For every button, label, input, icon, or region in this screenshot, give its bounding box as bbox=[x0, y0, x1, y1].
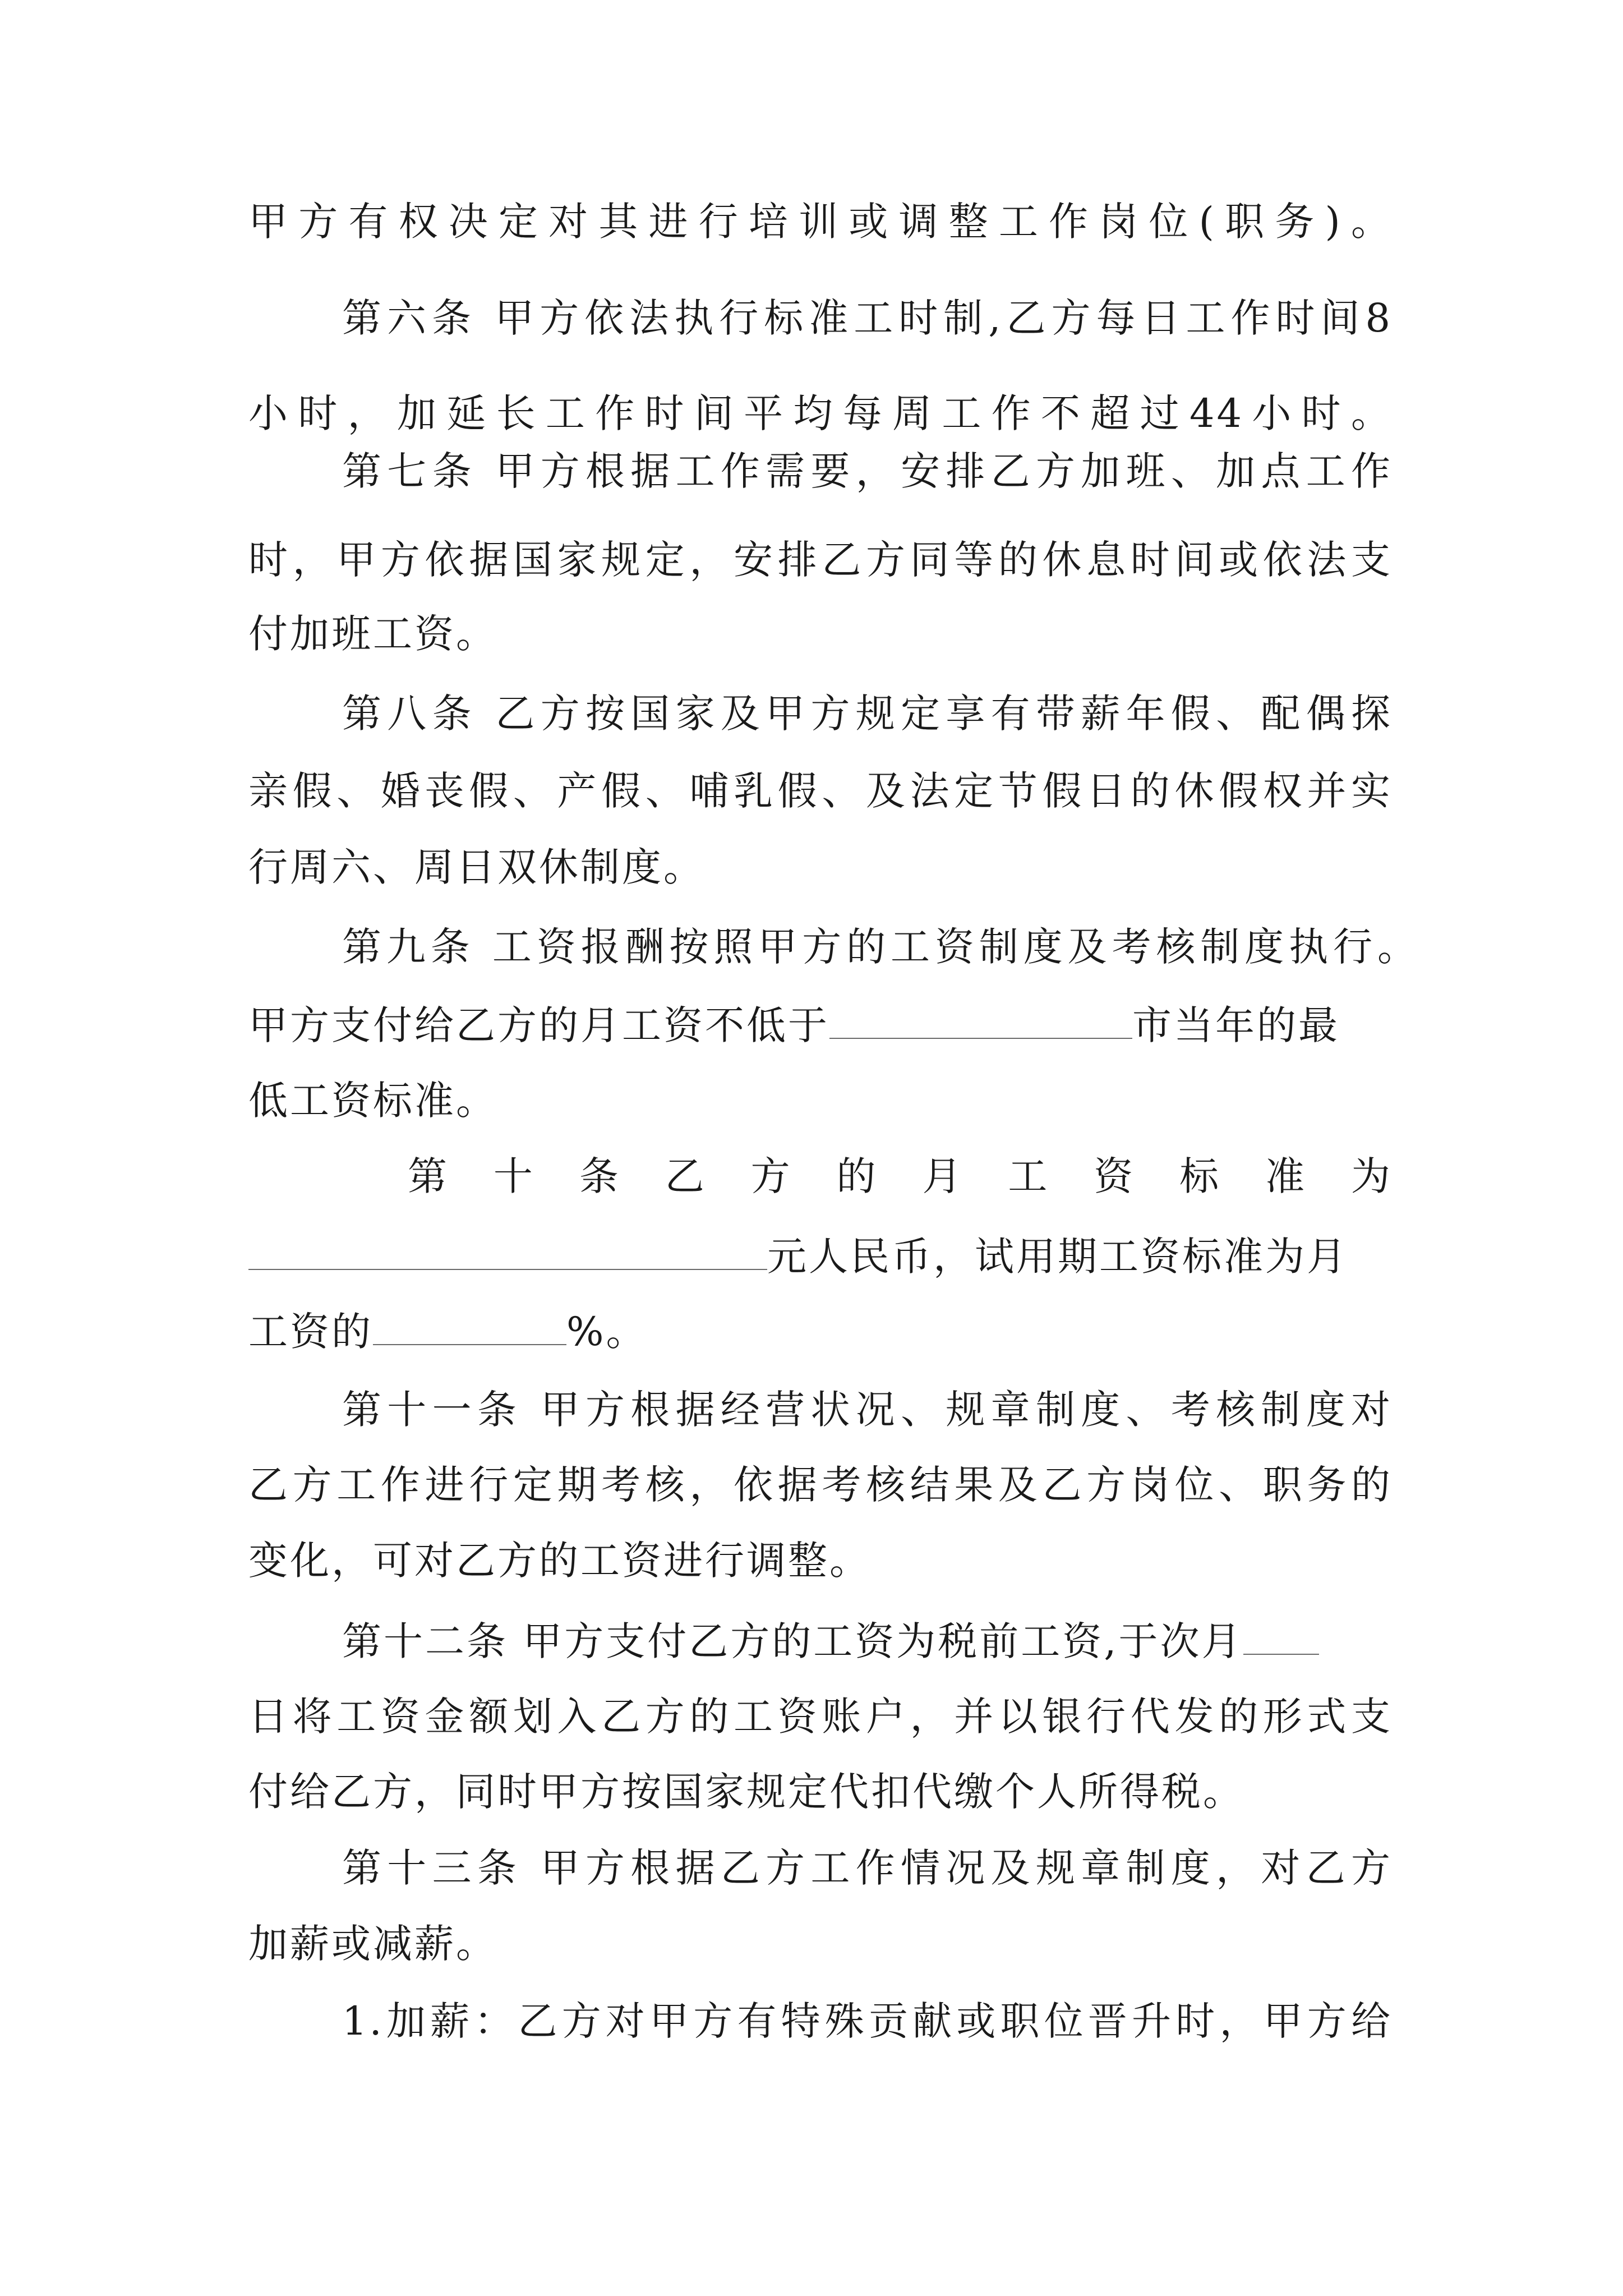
text-line: 乙方工作进行定期考核，依据考核结果及乙方岗位、职务的 bbox=[248, 1462, 1393, 1508]
fill-in-blank-day bbox=[1243, 1612, 1319, 1655]
text-segment: 工资的 bbox=[248, 1309, 373, 1355]
fill-in-blank-salary bbox=[248, 1227, 767, 1270]
text-line: 加薪或减薪。 bbox=[248, 1921, 497, 1967]
text-line-with-blank bbox=[342, 1612, 1393, 1668]
text-line: 日将工资金额划入乙方的工资账户，并以银行代发的形式支 bbox=[248, 1694, 1393, 1740]
fill-in-blank-city bbox=[829, 996, 1132, 1039]
text-line: 甲方有权决定对其进行培训或调整工作岗位(职务)。 bbox=[248, 199, 1393, 245]
text-line: 第九条 工资报酬按照甲方的工资制度及考核制度执行。 bbox=[342, 924, 1419, 970]
text-line: 小时，加延长工作时间平均每周工作不超过44小时。 bbox=[248, 390, 1393, 436]
text-line: 第 十 条 乙 方 的 月 工 资 标 准 为 bbox=[408, 1153, 1393, 1199]
text-line: 第六条 甲方依法执行标准工时制,乙方每日工作时间8 bbox=[342, 295, 1393, 341]
text-line: 第十一条 甲方根据经营状况、规章制度、考核制度对 bbox=[342, 1387, 1393, 1433]
text-segment: 甲方支付给乙方的月工资不低于 bbox=[248, 1002, 829, 1048]
text-line: 变化，可对乙方的工资进行调整。 bbox=[248, 1538, 871, 1584]
fill-in-blank-percent bbox=[373, 1303, 566, 1345]
text-line: 低工资标准。 bbox=[248, 1078, 497, 1124]
text-line: 付给乙方，同时甲方按国家规定代扣代缴个人所得税。 bbox=[248, 1769, 1244, 1815]
text-line-with-blank bbox=[248, 1303, 1393, 1359]
text-segment: 第十二条 甲方支付乙方的工资为税前工资,于次月 bbox=[342, 1618, 1243, 1664]
text-line: 第十三条 甲方根据乙方工作情况及规章制度，对乙方 bbox=[342, 1845, 1393, 1891]
text-line: 付加班工资。 bbox=[248, 611, 497, 657]
text-line: 1.加薪：乙方对甲方有特殊贡献或职位晋升时，甲方给 bbox=[342, 1998, 1393, 2044]
text-line: 第七条 甲方根据工作需要，安排乙方加班、加点工作 bbox=[342, 448, 1393, 494]
text-line: 行周六、周日双休制度。 bbox=[248, 844, 705, 890]
text-segment: %。 bbox=[566, 1309, 648, 1355]
text-segment: 元人民币，试用期工资标准为月 bbox=[767, 1234, 1348, 1280]
text-line-with-blank bbox=[248, 1227, 1393, 1283]
text-line-with-blank bbox=[248, 996, 1393, 1052]
text-line: 时，甲方依据国家规定，安排乙方同等的休息时间或依法支 bbox=[248, 537, 1393, 583]
text-line: 第八条 乙方按国家及甲方规定享有带薪年假、配偶探 bbox=[342, 691, 1393, 737]
text-line: 亲假、婚丧假、产假、哺乳假、及法定节假日的休假权并实 bbox=[248, 768, 1393, 814]
text-segment: 市当年的最 bbox=[1132, 1002, 1340, 1048]
